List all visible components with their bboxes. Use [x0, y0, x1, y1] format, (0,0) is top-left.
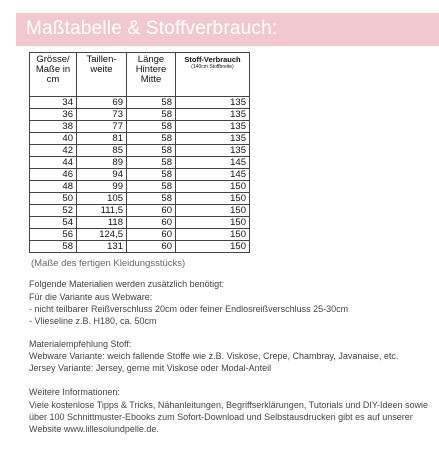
cell-fabric: 135: [176, 145, 250, 157]
fabric-line-1: Webware Variante: weich fallende Stoffe wie z.B. Viskose, Crepe, Chambray, Javanaise, etc.: [29, 351, 399, 361]
cell-waist: 81: [77, 133, 127, 145]
table-row: [30, 241, 250, 253]
size-table: [29, 52, 250, 253]
cell-waist: 131: [77, 241, 127, 253]
cell-length: 58: [127, 181, 176, 193]
cell-waist: 111,5: [77, 205, 127, 217]
cell-fabric: 150: [176, 229, 250, 241]
cell-size: 48: [30, 181, 77, 193]
cell-size: 52: [30, 205, 77, 217]
cell-fabric: 150: [176, 205, 250, 217]
cell-fabric: 150: [176, 193, 250, 205]
cell-size: 46: [30, 169, 77, 181]
cell-fabric: 145: [176, 169, 250, 181]
table-row: [30, 121, 250, 133]
cell-size: 58: [30, 241, 77, 253]
cell-size: 50: [30, 193, 77, 205]
info-heading: Weitere Informationen:: [29, 387, 120, 397]
cell-size: 42: [30, 145, 77, 157]
cell-waist: 73: [77, 109, 127, 121]
cell-size: 44: [30, 157, 77, 169]
cell-waist: 105: [77, 193, 127, 205]
cell-size: 34: [30, 97, 77, 109]
materials-heading: Folgende Materialien werden zusätzlich benötigt:: [29, 279, 225, 289]
cell-fabric: 135: [176, 121, 250, 133]
cell-length: 58: [127, 121, 176, 133]
table-row: [30, 181, 250, 193]
cell-fabric: 150: [176, 181, 250, 193]
table-row: [30, 229, 250, 241]
table-row: [30, 217, 250, 229]
cell-length: 60: [127, 241, 176, 253]
cell-size: 36: [30, 109, 77, 121]
cell-length: 58: [127, 157, 176, 169]
table-row: [30, 109, 250, 121]
header-fabric: [176, 53, 250, 97]
materials-line-3: - Vlieseline z.B. H180, ca. 50cm: [29, 316, 157, 326]
table-row: [30, 97, 250, 109]
materials-line-2: - nicht teilbarer Reißverschluss 20cm oder feiner Endlosreißverschluss 25-30cm: [29, 304, 349, 314]
cell-length: 60: [127, 229, 176, 241]
cell-fabric: 135: [176, 133, 250, 145]
table-row: [30, 169, 250, 181]
cell-waist: 124,5: [77, 229, 127, 241]
table-row: [30, 133, 250, 145]
cell-length: 60: [127, 217, 176, 229]
table-row: [30, 205, 250, 217]
cell-size: 40: [30, 133, 77, 145]
header-fabric-sub: (140cm Stoffbreite): [191, 64, 234, 70]
cell-waist: 94: [77, 169, 127, 181]
cell-size: 38: [30, 121, 77, 133]
info-line-1: Viele kostenlose Tipps & Tricks, Nähanleitungen, Begriffserklärungen, Tutorials und DIY-Ideen sowie: [29, 400, 429, 410]
cell-fabric: 135: [176, 97, 250, 109]
cell-fabric: 145: [176, 157, 250, 169]
cell-fabric: 150: [176, 217, 250, 229]
table-row: [30, 145, 250, 157]
cell-size: 54: [30, 217, 77, 229]
materials-line-1: Für die Variante aus Webware:: [29, 292, 153, 302]
cell-length: 60: [127, 205, 176, 217]
cell-length: 58: [127, 97, 176, 109]
cell-size: 56: [30, 229, 77, 241]
table-note: (Maße des fertigen Kleidungsstücks): [31, 258, 186, 269]
title-banner: [16, 13, 439, 46]
header-waist: Taillen- weite: [77, 53, 127, 97]
cell-waist: 118: [77, 217, 127, 229]
header-length: Länge Hintere Mitte: [127, 53, 176, 97]
cell-length: 58: [127, 109, 176, 121]
cell-waist: 69: [77, 97, 127, 109]
cell-length: 58: [127, 145, 176, 157]
page-title: Maßtabelle & Stoffverbrauch:: [26, 18, 278, 39]
cell-waist: 85: [77, 145, 127, 157]
table-row: [30, 193, 250, 205]
cell-fabric: 135: [176, 109, 250, 121]
table-header-row: [30, 53, 250, 97]
cell-fabric: 150: [176, 241, 250, 253]
cell-length: 58: [127, 133, 176, 145]
table-row: [30, 157, 250, 169]
cell-waist: 77: [77, 121, 127, 133]
fabric-heading: Materialempfehlung Stoff:: [29, 339, 132, 349]
header-size: Grösse/ Maße in cm: [30, 53, 77, 97]
cell-waist: 89: [77, 157, 127, 169]
cell-waist: 99: [77, 181, 127, 193]
info-line-2: über 100 Schnittmuster-Ebooks zum Sofort-Download und Selbstausdrucken gibt es auf unserer: [29, 412, 413, 422]
fabric-line-2: Jersey Variante: Jersey, gerne mit Viskose oder Modal-Anteil: [29, 363, 272, 373]
cell-length: 58: [127, 169, 176, 181]
info-line-3: Website www.lillesolundpelle.de.: [29, 424, 159, 434]
header-fabric-label: Stoff-Verbrauch: [184, 55, 241, 64]
cell-length: 58: [127, 193, 176, 205]
